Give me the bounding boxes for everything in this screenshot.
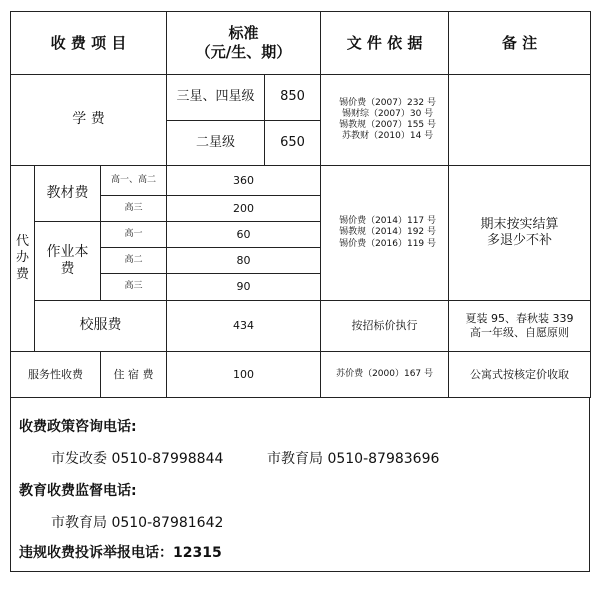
agency-doc-line: 锡教规（2014）192 号 bbox=[339, 227, 437, 238]
homework-label: 作业本 费 bbox=[35, 222, 101, 301]
tuition-doc-line: 锡财综（2007）30 号 bbox=[341, 108, 434, 119]
homework-amount: 60 bbox=[167, 222, 321, 248]
complaint-hotline: 违规收费投诉举报电话：12315 bbox=[19, 545, 222, 561]
agency-remark: 期末按实结算 多退少不补 bbox=[449, 166, 591, 301]
uniform-remark-line: 高一年级、自愿原则 bbox=[470, 326, 570, 339]
agency-label: 代 办 费 bbox=[11, 166, 35, 352]
service-remark: 公寓式按核定价收取 bbox=[449, 352, 591, 398]
uniform-doc: 按招标价执行 bbox=[321, 301, 449, 352]
tuition-tier-name: 三星、四星级 bbox=[167, 75, 265, 121]
service-amount: 100 bbox=[167, 352, 321, 398]
hotline-edu-supervision: 市教育局 0510-87981642 bbox=[51, 515, 224, 531]
textbook-grade: 高三 bbox=[101, 196, 167, 222]
supervision-hotline-title: 教育收费监督电话: bbox=[19, 483, 137, 499]
uniform-remark-line: 夏装 95、春秋装 339 bbox=[465, 312, 574, 326]
hotline-edu-bureau: 市教育局 0510-87983696 bbox=[267, 451, 440, 467]
tuition-doc-line: 苏教财（2010）14 号 bbox=[341, 131, 434, 142]
header-remark: 备 注 bbox=[449, 12, 591, 75]
uniform-row bbox=[11, 301, 591, 352]
homework-grade: 高二 bbox=[101, 248, 167, 274]
service-row bbox=[11, 352, 591, 398]
tuition-tier-name: 二星级 bbox=[167, 121, 265, 166]
homework-grade: 高三 bbox=[101, 274, 167, 301]
tuition-doc-line: 锡教规（2007）155 号 bbox=[339, 120, 437, 130]
header-standard: 标准 （元/生、期） bbox=[167, 12, 321, 75]
tuition-remark bbox=[449, 75, 591, 166]
fee-table bbox=[10, 11, 591, 398]
service-label: 服务性收费 bbox=[11, 352, 101, 398]
policy-hotline-title: 收费政策咨询电话: bbox=[19, 419, 137, 435]
tuition-row-1 bbox=[11, 75, 591, 121]
service-item: 住 宿 费 bbox=[101, 352, 167, 398]
hotline-fgw: 市发改委 0510-87998844 bbox=[51, 451, 224, 467]
textbook-grade: 高一、高二 bbox=[101, 166, 167, 196]
agency-doc-line: 锡价费（2014）117 号 bbox=[339, 216, 437, 227]
tuition-tier-amount: 650 bbox=[265, 121, 321, 166]
table-header-row bbox=[11, 12, 591, 75]
tuition-doc-line: 锡价费（2007）232 号 bbox=[339, 97, 437, 108]
header-doc-basis: 文 件 依 据 bbox=[321, 12, 449, 75]
service-doc: 苏价费（2000）167 号 bbox=[321, 352, 449, 398]
contact-section bbox=[10, 397, 590, 572]
uniform-remark bbox=[449, 301, 591, 352]
tuition-docs bbox=[321, 75, 449, 166]
agency-docs bbox=[321, 166, 449, 301]
agency-doc-line: 锡价费（2016）119 号 bbox=[339, 238, 437, 249]
textbook-label: 教材费 bbox=[35, 166, 101, 222]
uniform-label: 校服费 bbox=[35, 301, 167, 352]
homework-amount: 90 bbox=[167, 274, 321, 301]
tuition-tier-amount: 850 bbox=[265, 75, 321, 121]
header-item: 收 费 项 目 bbox=[11, 12, 167, 75]
textbook-amount: 200 bbox=[167, 196, 321, 222]
homework-amount: 80 bbox=[167, 248, 321, 274]
tuition-label: 学 费 bbox=[11, 75, 167, 166]
homework-grade: 高一 bbox=[101, 222, 167, 248]
uniform-amount: 434 bbox=[167, 301, 321, 352]
textbook-row-1 bbox=[11, 166, 591, 196]
textbook-amount: 360 bbox=[167, 166, 321, 196]
